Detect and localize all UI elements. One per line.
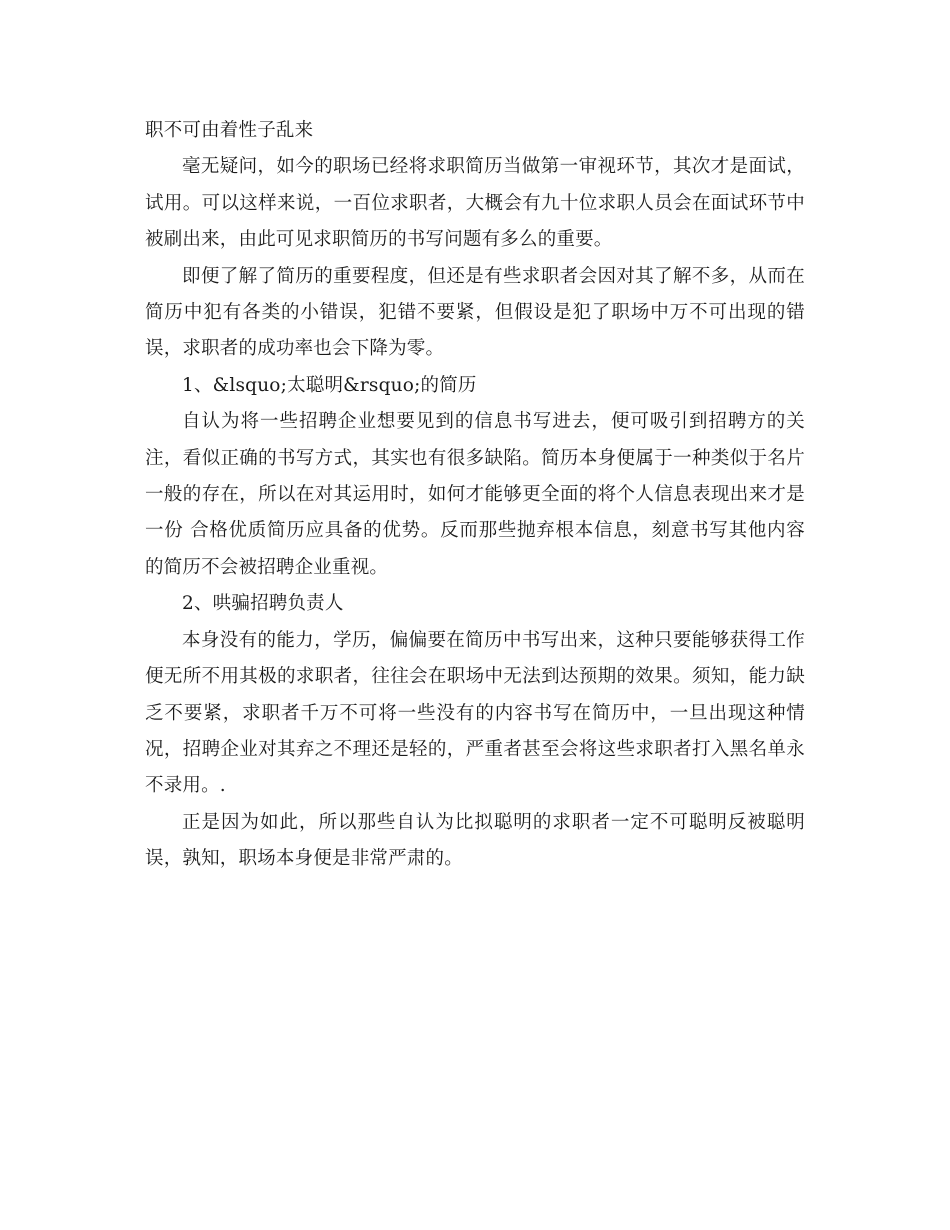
paragraph-conclusion: 正是因为如此，所以那些自认为比拟聪明的求职者一定不可聪明反被聪明误，孰知，职场本身便是非常严肃的。 xyxy=(145,811,805,870)
paragraph-intro: 毫无疑问，如今的职场已经将求职简历当做第一审视环节，其次才是面试，试用。可以这样来说，一百位求职者，大概会有九十位求职人员会在面试环节中被刷出来，由此可见求职简历的书写问题有多么的重要。 xyxy=(145,156,805,251)
section-heading-1: 1、&lsquo;太聪明&rsquo;的简历 xyxy=(182,374,477,396)
section-heading-2: 2、哄骗招聘负责人 xyxy=(182,593,344,615)
document-body xyxy=(145,113,805,878)
paragraph-section-1: 自认为将一些招聘企业想要见到的信息书写进去，便可吸引到招聘方的关注，看似正确的书写方式，其实也有很多缺陷。简历本身便属于一种类似于名片一般的存在，所以在对其运用时，如何才能够更全面的将个人信息表现出来才是一份 合格优质简历应具备的优势。反而那些抛弃根本信息，刻意书写其他内容的简历不会被招聘企业重视。 xyxy=(145,411,805,578)
document-heading: 职不可由着性子乱来 xyxy=(145,120,314,141)
paragraph-importance: 即便了解了简历的重要程度，但还是有些求职者会因对其了解不多，从而在简历中犯有各类的小错误，犯错不要紧，但假设是犯了职场中万不可出现的错误，求职者的成功率也会下降为零。 xyxy=(145,265,805,360)
paragraph-section-2: 本身没有的能力，学历，偏偏要在简历中书写出来，这种只要能够获得工作便无所不用其极的求职者，往往会在职场中无法到达预期的效果。须知，能力缺乏不要紧，求职者千万不可将一些没有的内容书写在简历中，一旦出现这种情况，招聘企业对其弃之不理还是轻的，严重者甚至会将这些求职者打入黑名单永不录用。. xyxy=(145,629,805,797)
